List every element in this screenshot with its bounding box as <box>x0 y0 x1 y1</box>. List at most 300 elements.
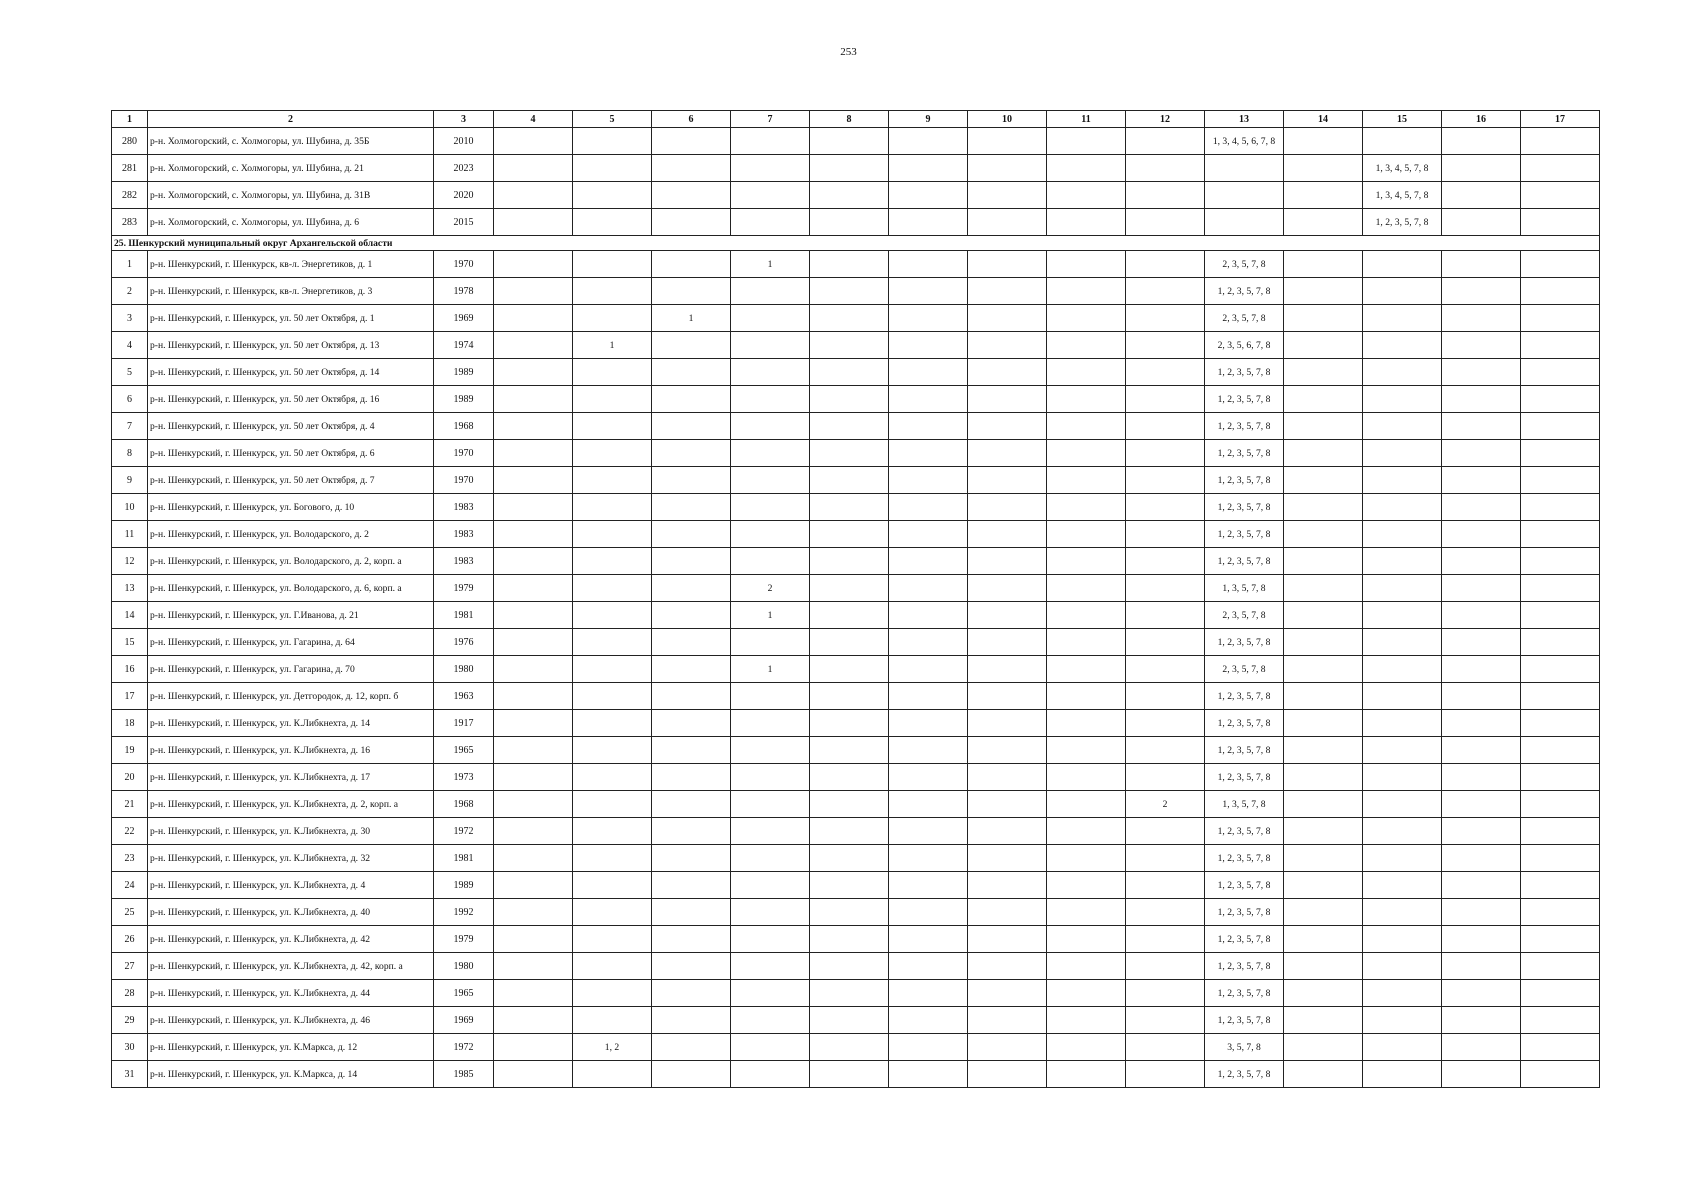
column-14-cell <box>1284 791 1363 818</box>
row-number-cell: 4 <box>112 332 148 359</box>
column-header-16: 16 <box>1442 111 1521 128</box>
column-header-7: 7 <box>731 111 810 128</box>
column-12-cell <box>1126 521 1205 548</box>
column-16-cell <box>1442 953 1521 980</box>
column-11-cell <box>1047 155 1126 182</box>
column-13-cell: 2, 3, 5, 7, 8 <box>1205 656 1284 683</box>
column-9-cell <box>889 899 968 926</box>
column-5-cell <box>573 575 652 602</box>
address-cell: р-н. Шенкурский, г. Шенкурск, ул. К.Либкнехта, д. 30 <box>148 818 434 845</box>
column-13-cell: 1, 2, 3, 5, 7, 8 <box>1205 926 1284 953</box>
column-5-cell <box>573 656 652 683</box>
year-cell: 1969 <box>434 305 494 332</box>
column-12-cell <box>1126 710 1205 737</box>
column-13-cell: 1, 2, 3, 5, 7, 8 <box>1205 359 1284 386</box>
column-15-cell <box>1363 872 1442 899</box>
column-13-cell: 1, 3, 5, 7, 8 <box>1205 575 1284 602</box>
column-10-cell <box>968 791 1047 818</box>
column-16-cell <box>1442 629 1521 656</box>
column-4-cell <box>494 1034 573 1061</box>
column-6-cell <box>652 602 731 629</box>
column-12-cell <box>1126 332 1205 359</box>
column-4-cell <box>494 413 573 440</box>
column-6-cell <box>652 764 731 791</box>
column-10-cell <box>968 467 1047 494</box>
column-9-cell <box>889 656 968 683</box>
address-cell: р-н. Шенкурский, г. Шенкурск, кв-л. Энергетиков, д. 1 <box>148 251 434 278</box>
column-10-cell <box>968 182 1047 209</box>
column-12-cell <box>1126 818 1205 845</box>
table-row <box>112 521 1600 548</box>
column-6-cell <box>652 845 731 872</box>
column-4-cell <box>494 818 573 845</box>
address-cell: р-н. Шенкурский, г. Шенкурск, кв-л. Энергетиков, д. 3 <box>148 278 434 305</box>
column-16-cell <box>1442 899 1521 926</box>
column-15-cell <box>1363 413 1442 440</box>
column-16-cell <box>1442 332 1521 359</box>
column-12-cell <box>1126 494 1205 521</box>
year-cell: 1976 <box>434 629 494 656</box>
column-13-cell: 1, 2, 3, 5, 7, 8 <box>1205 467 1284 494</box>
column-11-cell <box>1047 413 1126 440</box>
column-13-cell: 1, 2, 3, 5, 7, 8 <box>1205 764 1284 791</box>
column-header-10: 10 <box>968 111 1047 128</box>
table-row <box>112 737 1600 764</box>
column-11-cell <box>1047 521 1126 548</box>
year-cell: 1989 <box>434 386 494 413</box>
address-cell: р-н. Шенкурский, г. Шенкурск, ул. К.Маркса, д. 12 <box>148 1034 434 1061</box>
column-4-cell <box>494 602 573 629</box>
column-7-cell: 1 <box>731 656 810 683</box>
address-cell: р-н. Шенкурский, г. Шенкурск, ул. Володарского, д. 2 <box>148 521 434 548</box>
column-15-cell <box>1363 980 1442 1007</box>
address-cell: р-н. Шенкурский, г. Шенкурск, ул. 50 лет Октября, д. 1 <box>148 305 434 332</box>
column-9-cell <box>889 1061 968 1088</box>
column-4-cell <box>494 209 573 236</box>
table-header <box>112 111 1600 128</box>
table-row <box>112 764 1600 791</box>
year-cell: 1970 <box>434 440 494 467</box>
column-17-cell <box>1521 521 1600 548</box>
year-cell: 2015 <box>434 209 494 236</box>
column-16-cell <box>1442 305 1521 332</box>
column-14-cell <box>1284 980 1363 1007</box>
column-14-cell <box>1284 251 1363 278</box>
column-4-cell <box>494 332 573 359</box>
column-17-cell <box>1521 683 1600 710</box>
column-12-cell <box>1126 845 1205 872</box>
column-13-cell: 1, 2, 3, 5, 7, 8 <box>1205 521 1284 548</box>
column-4-cell <box>494 182 573 209</box>
column-header-3: 3 <box>434 111 494 128</box>
year-cell: 1979 <box>434 575 494 602</box>
year-cell: 1970 <box>434 251 494 278</box>
column-9-cell <box>889 440 968 467</box>
column-7-cell <box>731 548 810 575</box>
column-5-cell <box>573 440 652 467</box>
column-12-cell <box>1126 305 1205 332</box>
column-7-cell <box>731 386 810 413</box>
address-cell: р-н. Шенкурский, г. Шенкурск, ул. К.Либкнехта, д. 17 <box>148 764 434 791</box>
column-17-cell <box>1521 791 1600 818</box>
year-cell: 2010 <box>434 128 494 155</box>
column-17-cell <box>1521 818 1600 845</box>
column-4-cell <box>494 872 573 899</box>
column-14-cell <box>1284 413 1363 440</box>
column-14-cell <box>1284 521 1363 548</box>
year-cell: 1985 <box>434 1061 494 1088</box>
column-4-cell <box>494 926 573 953</box>
column-8-cell <box>810 1034 889 1061</box>
address-cell: р-н. Шенкурский, г. Шенкурск, ул. К.Либкнехта, д. 46 <box>148 1007 434 1034</box>
column-8-cell <box>810 791 889 818</box>
column-13-cell: 1, 2, 3, 5, 7, 8 <box>1205 953 1284 980</box>
column-8-cell <box>810 602 889 629</box>
column-12-cell <box>1126 182 1205 209</box>
column-6-cell <box>652 953 731 980</box>
column-10-cell <box>968 602 1047 629</box>
row-number-cell: 21 <box>112 791 148 818</box>
column-9-cell <box>889 1007 968 1034</box>
column-16-cell <box>1442 791 1521 818</box>
address-cell: р-н. Шенкурский, г. Шенкурск, ул. К.Либкнехта, д. 2, корп. а <box>148 791 434 818</box>
column-15-cell <box>1363 656 1442 683</box>
column-7-cell <box>731 791 810 818</box>
column-header-9: 9 <box>889 111 968 128</box>
column-7-cell <box>731 710 810 737</box>
column-10-cell <box>968 980 1047 1007</box>
column-12-cell <box>1126 1007 1205 1034</box>
column-13-cell: 1, 2, 3, 5, 7, 8 <box>1205 899 1284 926</box>
column-8-cell <box>810 155 889 182</box>
column-14-cell <box>1284 359 1363 386</box>
column-8-cell <box>810 1061 889 1088</box>
column-12-cell <box>1126 872 1205 899</box>
column-7-cell <box>731 1061 810 1088</box>
address-cell: р-н. Шенкурский, г. Шенкурск, ул. К.Либкнехта, д. 4 <box>148 872 434 899</box>
column-5-cell <box>573 899 652 926</box>
column-14-cell <box>1284 494 1363 521</box>
column-13-cell <box>1205 182 1284 209</box>
column-17-cell <box>1521 872 1600 899</box>
column-8-cell <box>810 1007 889 1034</box>
column-5-cell <box>573 278 652 305</box>
column-14-cell <box>1284 656 1363 683</box>
column-10-cell <box>968 575 1047 602</box>
column-17-cell <box>1521 128 1600 155</box>
column-17-cell <box>1521 548 1600 575</box>
table-row <box>112 818 1600 845</box>
column-10-cell <box>968 1034 1047 1061</box>
row-number-cell: 280 <box>112 128 148 155</box>
column-13-cell: 1, 2, 3, 5, 7, 8 <box>1205 629 1284 656</box>
column-11-cell <box>1047 710 1126 737</box>
column-15-cell <box>1363 791 1442 818</box>
column-6-cell <box>652 1061 731 1088</box>
table-row <box>112 791 1600 818</box>
column-4-cell <box>494 467 573 494</box>
column-17-cell <box>1521 737 1600 764</box>
column-12-cell <box>1126 1034 1205 1061</box>
column-6-cell <box>652 656 731 683</box>
column-6-cell <box>652 182 731 209</box>
column-11-cell <box>1047 251 1126 278</box>
column-5-cell <box>573 791 652 818</box>
column-number-row <box>112 111 1600 128</box>
column-4-cell <box>494 359 573 386</box>
column-13-cell: 1, 3, 4, 5, 6, 7, 8 <box>1205 128 1284 155</box>
address-cell: р-н. Холмогорский, с. Холмогоры, ул. Шубина, д. 35Б <box>148 128 434 155</box>
column-4-cell <box>494 764 573 791</box>
column-6-cell <box>652 467 731 494</box>
column-6-cell <box>652 128 731 155</box>
year-cell: 1974 <box>434 332 494 359</box>
column-6-cell <box>652 209 731 236</box>
column-16-cell <box>1442 926 1521 953</box>
column-10-cell <box>968 251 1047 278</box>
column-4-cell <box>494 845 573 872</box>
column-13-cell: 1, 2, 3, 5, 7, 8 <box>1205 710 1284 737</box>
row-number-cell: 13 <box>112 575 148 602</box>
column-12-cell <box>1126 440 1205 467</box>
column-6-cell <box>652 710 731 737</box>
row-number-cell: 1 <box>112 251 148 278</box>
row-number-cell: 27 <box>112 953 148 980</box>
year-cell: 1968 <box>434 791 494 818</box>
column-14-cell <box>1284 1061 1363 1088</box>
column-14-cell <box>1284 872 1363 899</box>
table-row <box>112 182 1600 209</box>
table-row <box>112 548 1600 575</box>
column-6-cell <box>652 251 731 278</box>
column-15-cell <box>1363 629 1442 656</box>
column-7-cell <box>731 818 810 845</box>
year-cell: 1983 <box>434 494 494 521</box>
column-15-cell: 1, 2, 3, 5, 7, 8 <box>1363 209 1442 236</box>
address-cell: р-н. Холмогорский, с. Холмогоры, ул. Шубина, д. 31В <box>148 182 434 209</box>
column-9-cell <box>889 413 968 440</box>
address-cell: р-н. Холмогорский, с. Холмогоры, ул. Шубина, д. 21 <box>148 155 434 182</box>
column-16-cell <box>1442 128 1521 155</box>
row-number-cell: 9 <box>112 467 148 494</box>
column-9-cell <box>889 980 968 1007</box>
table-row <box>112 332 1600 359</box>
address-cell: р-н. Шенкурский, г. Шенкурск, ул. К.Либкнехта, д. 32 <box>148 845 434 872</box>
column-4-cell <box>494 251 573 278</box>
column-17-cell <box>1521 182 1600 209</box>
column-10-cell <box>968 683 1047 710</box>
table-row <box>112 209 1600 236</box>
year-cell: 1963 <box>434 683 494 710</box>
column-6-cell <box>652 278 731 305</box>
column-11-cell <box>1047 467 1126 494</box>
column-16-cell <box>1442 1034 1521 1061</box>
table-row <box>112 899 1600 926</box>
column-13-cell: 1, 2, 3, 5, 7, 8 <box>1205 818 1284 845</box>
year-cell: 1972 <box>434 818 494 845</box>
column-8-cell <box>810 575 889 602</box>
column-10-cell <box>968 413 1047 440</box>
column-11-cell <box>1047 494 1126 521</box>
column-17-cell <box>1521 1034 1600 1061</box>
column-4-cell <box>494 656 573 683</box>
column-9-cell <box>889 305 968 332</box>
year-cell: 1992 <box>434 899 494 926</box>
column-7-cell <box>731 899 810 926</box>
column-17-cell <box>1521 251 1600 278</box>
column-8-cell <box>810 953 889 980</box>
column-14-cell <box>1284 764 1363 791</box>
column-9-cell <box>889 602 968 629</box>
row-number-cell: 6 <box>112 386 148 413</box>
column-6-cell: 1 <box>652 305 731 332</box>
column-7-cell <box>731 926 810 953</box>
column-14-cell <box>1284 683 1363 710</box>
column-6-cell <box>652 899 731 926</box>
column-7-cell <box>731 305 810 332</box>
column-15-cell <box>1363 548 1442 575</box>
column-8-cell <box>810 548 889 575</box>
row-number-cell: 23 <box>112 845 148 872</box>
column-15-cell <box>1363 602 1442 629</box>
column-4-cell <box>494 155 573 182</box>
column-7-cell <box>731 467 810 494</box>
column-10-cell <box>968 872 1047 899</box>
column-8-cell <box>810 278 889 305</box>
table-row <box>112 1007 1600 1034</box>
column-6-cell <box>652 629 731 656</box>
row-number-cell: 28 <box>112 980 148 1007</box>
column-9-cell <box>889 359 968 386</box>
column-5-cell <box>573 845 652 872</box>
column-16-cell <box>1442 818 1521 845</box>
column-10-cell <box>968 494 1047 521</box>
column-16-cell <box>1442 737 1521 764</box>
address-cell: р-н. Шенкурский, г. Шенкурск, ул. 50 лет Октября, д. 14 <box>148 359 434 386</box>
column-16-cell <box>1442 1061 1521 1088</box>
column-11-cell <box>1047 926 1126 953</box>
column-16-cell <box>1442 980 1521 1007</box>
column-13-cell <box>1205 155 1284 182</box>
column-7-cell <box>731 845 810 872</box>
column-12-cell <box>1126 656 1205 683</box>
column-5-cell <box>573 386 652 413</box>
column-7-cell <box>731 359 810 386</box>
column-8-cell <box>810 737 889 764</box>
column-11-cell <box>1047 656 1126 683</box>
column-4-cell <box>494 278 573 305</box>
column-9-cell <box>889 278 968 305</box>
column-4-cell <box>494 521 573 548</box>
column-10-cell <box>968 629 1047 656</box>
address-cell: р-н. Шенкурский, г. Шенкурск, ул. Богового, д. 10 <box>148 494 434 521</box>
column-15-cell <box>1363 332 1442 359</box>
column-12-cell <box>1126 899 1205 926</box>
column-11-cell <box>1047 209 1126 236</box>
year-cell: 1973 <box>434 764 494 791</box>
column-13-cell <box>1205 209 1284 236</box>
column-7-cell <box>731 332 810 359</box>
column-9-cell <box>889 548 968 575</box>
column-5-cell <box>573 305 652 332</box>
column-7-cell: 1 <box>731 251 810 278</box>
column-8-cell <box>810 845 889 872</box>
column-13-cell: 1, 2, 3, 5, 7, 8 <box>1205 737 1284 764</box>
table-row <box>112 575 1600 602</box>
column-16-cell <box>1442 155 1521 182</box>
column-15-cell <box>1363 359 1442 386</box>
column-7-cell <box>731 764 810 791</box>
column-9-cell <box>889 494 968 521</box>
column-header-2: 2 <box>148 111 434 128</box>
row-number-cell: 12 <box>112 548 148 575</box>
column-7-cell <box>731 155 810 182</box>
year-cell: 1981 <box>434 602 494 629</box>
column-17-cell <box>1521 899 1600 926</box>
column-16-cell <box>1442 413 1521 440</box>
column-8-cell <box>810 764 889 791</box>
column-5-cell <box>573 413 652 440</box>
table-row <box>112 278 1600 305</box>
column-8-cell <box>810 521 889 548</box>
row-number-cell: 3 <box>112 305 148 332</box>
column-5-cell <box>573 359 652 386</box>
column-15-cell <box>1363 494 1442 521</box>
table-row <box>112 305 1600 332</box>
row-number-cell: 11 <box>112 521 148 548</box>
column-9-cell <box>889 182 968 209</box>
column-7-cell <box>731 440 810 467</box>
column-16-cell <box>1442 602 1521 629</box>
column-10-cell <box>968 440 1047 467</box>
column-header-15: 15 <box>1363 111 1442 128</box>
column-6-cell <box>652 440 731 467</box>
column-header-5: 5 <box>573 111 652 128</box>
column-11-cell <box>1047 1061 1126 1088</box>
row-number-cell: 22 <box>112 818 148 845</box>
address-cell: р-н. Шенкурский, г. Шенкурск, ул. 50 лет Октября, д. 16 <box>148 386 434 413</box>
address-cell: р-н. Шенкурский, г. Шенкурск, ул. Гагарина, д. 64 <box>148 629 434 656</box>
column-7-cell <box>731 683 810 710</box>
column-5-cell <box>573 926 652 953</box>
column-4-cell <box>494 629 573 656</box>
address-cell: р-н. Шенкурский, г. Шенкурск, ул. Г.Иванова, д. 21 <box>148 602 434 629</box>
column-6-cell <box>652 1034 731 1061</box>
column-7-cell <box>731 629 810 656</box>
column-11-cell <box>1047 629 1126 656</box>
column-8-cell <box>810 818 889 845</box>
column-16-cell <box>1442 494 1521 521</box>
column-6-cell <box>652 494 731 521</box>
column-6-cell <box>652 548 731 575</box>
column-4-cell <box>494 548 573 575</box>
table-body <box>112 128 1600 1088</box>
column-14-cell <box>1284 440 1363 467</box>
column-15-cell: 1, 3, 4, 5, 7, 8 <box>1363 182 1442 209</box>
year-cell: 2020 <box>434 182 494 209</box>
column-12-cell <box>1126 359 1205 386</box>
column-9-cell <box>889 791 968 818</box>
column-16-cell <box>1442 764 1521 791</box>
column-17-cell <box>1521 359 1600 386</box>
column-7-cell <box>731 182 810 209</box>
column-header-4: 4 <box>494 111 573 128</box>
column-16-cell <box>1442 440 1521 467</box>
row-number-cell: 25 <box>112 899 148 926</box>
column-12-cell <box>1126 278 1205 305</box>
column-7-cell <box>731 953 810 980</box>
column-4-cell <box>494 386 573 413</box>
